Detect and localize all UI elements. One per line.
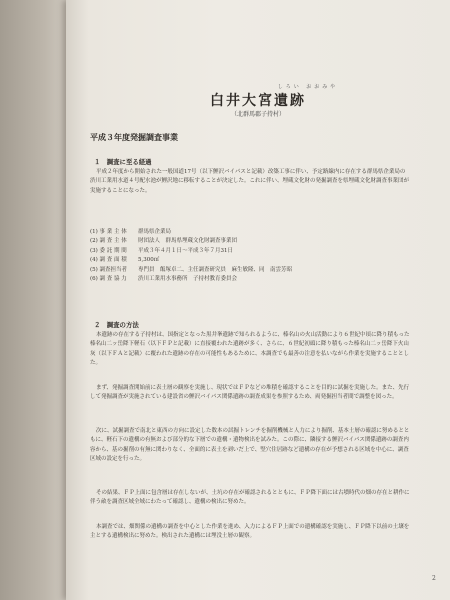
document-page (66, 0, 450, 600)
project-info-list (90, 226, 390, 283)
info-row (90, 245, 390, 255)
info-value: 平成３年４月１日～平成３年７月31日 (138, 247, 233, 254)
page-subtitle: （北群馬郡子持村） (230, 111, 285, 118)
info-value: 5,300㎡ (138, 257, 160, 264)
section-heading: 平成３年度発掘調査事業 (90, 132, 178, 142)
info-label: (4) 調 査 面 積 (90, 257, 127, 264)
paragraph-method-1: 本遺跡の存在する子持村は、国指定となった黒井峯遺跡で知られるように、榛名山の火山活動により６世紀中頃に降り積もった榛名山二ッ岳降下軽石（以下ＦＰと記載）に直接覆われた遺跡が多く、さらに、６世紀初頭に降り積もった榛名山二ッ岳降下火山灰（以下ＦＡと記載）に覆われた遺跡の存在の可能性もあるために、本調査でも最善の注意を払いながら作業を実施することとした。 (90, 332, 410, 366)
info-row (90, 236, 390, 246)
info-value: 群馬県企業局 (138, 228, 172, 235)
info-row (90, 264, 390, 274)
info-row (90, 226, 390, 236)
subsection-heading-2: ２ 調査の方法 (94, 321, 139, 329)
info-row (90, 274, 390, 284)
info-value: 渋川工業用水事務所 子持村教育委員会 (138, 276, 238, 283)
title-ruby: しろい おおみや (277, 84, 339, 90)
info-label: (5) 調査担当者 (90, 266, 128, 273)
info-value: 財団法人 群馬県埋蔵文化財調査事業団 (138, 238, 238, 245)
paragraph-method-2: まず、発掘調査開始前に表土層の観察を実施し、現状ではＦＰなどの堆積を確認することを目的に試掘を実施した。また、先行して発掘調査が実施されている建設省の鯉沢バイパス関係遺跡の調査成果を参照するため、両発掘担当者間で調整を図った。 (90, 385, 410, 401)
paragraph-method-5: 本調査では、畑関係の遺構の調査を中心とした作業を進め、入力によるＦＰ上面での遺構確認を実施し、ＦＰ降下以前の土壌を主とする遺構検出に努めた。検出された遺構には埋没土層の観察。 (90, 524, 410, 540)
info-row (90, 255, 390, 265)
info-label: (3) 委 託 期 間 (90, 247, 127, 254)
info-label: (6) 調 査 協 力 (90, 276, 127, 283)
info-label: (2) 調 査 主 体 (90, 238, 127, 245)
paragraph-background: 平成２年度から開始された一般国道17号（以下鯉沢バイパスと記載）改築工事に伴い、予定路線内に存在する群馬県企業局の渋川工業用水道４号配水池が鯉沢地に移転することが決定した。これに伴い、埋蔵文化財の発掘調査を県埋蔵文化財調査事業団が実施することになった。 (90, 169, 410, 194)
paragraph-method-3: 次に、試掘調査で南北と東西の方向に設定した数本の試掘トレンチを掘削機械と人力により掘削、基本土層の確認に努めるとともに、軽石下の遺構の有無および部分的な下層での遺構・遺物検出を試みた。この際に、隣接する鯉沢バイパス関係遺跡の調査内容から、基の掘削の有無に関わりなく、全面的に表土を剥いだ上で、竪穴住居跡など遺構の存在が予想される区域を中心に、調査区域の設定を行った。 (90, 428, 410, 462)
subsection-heading-1: １ 調査に至る経過 (94, 158, 152, 166)
page-title: 白井大宮遺跡 (210, 93, 306, 109)
page-number: 2 (432, 575, 436, 582)
paragraph-method-4: その結果、ＦＰ上面に包含層は存在しないが、土坑の存在が確認されるとともに、ＦＰ降下面には古墳時代の畑の存在と耕作に伴う畝を調査区域全域にわたって確認し、遺構の検出に努めた。 (90, 490, 410, 506)
info-value: 専門員 飯塚卓二、主任調査研究員 麻生敏隆、同 南雲芳昭 (138, 266, 293, 273)
info-label: (1) 事 業 主 体 (90, 228, 127, 235)
